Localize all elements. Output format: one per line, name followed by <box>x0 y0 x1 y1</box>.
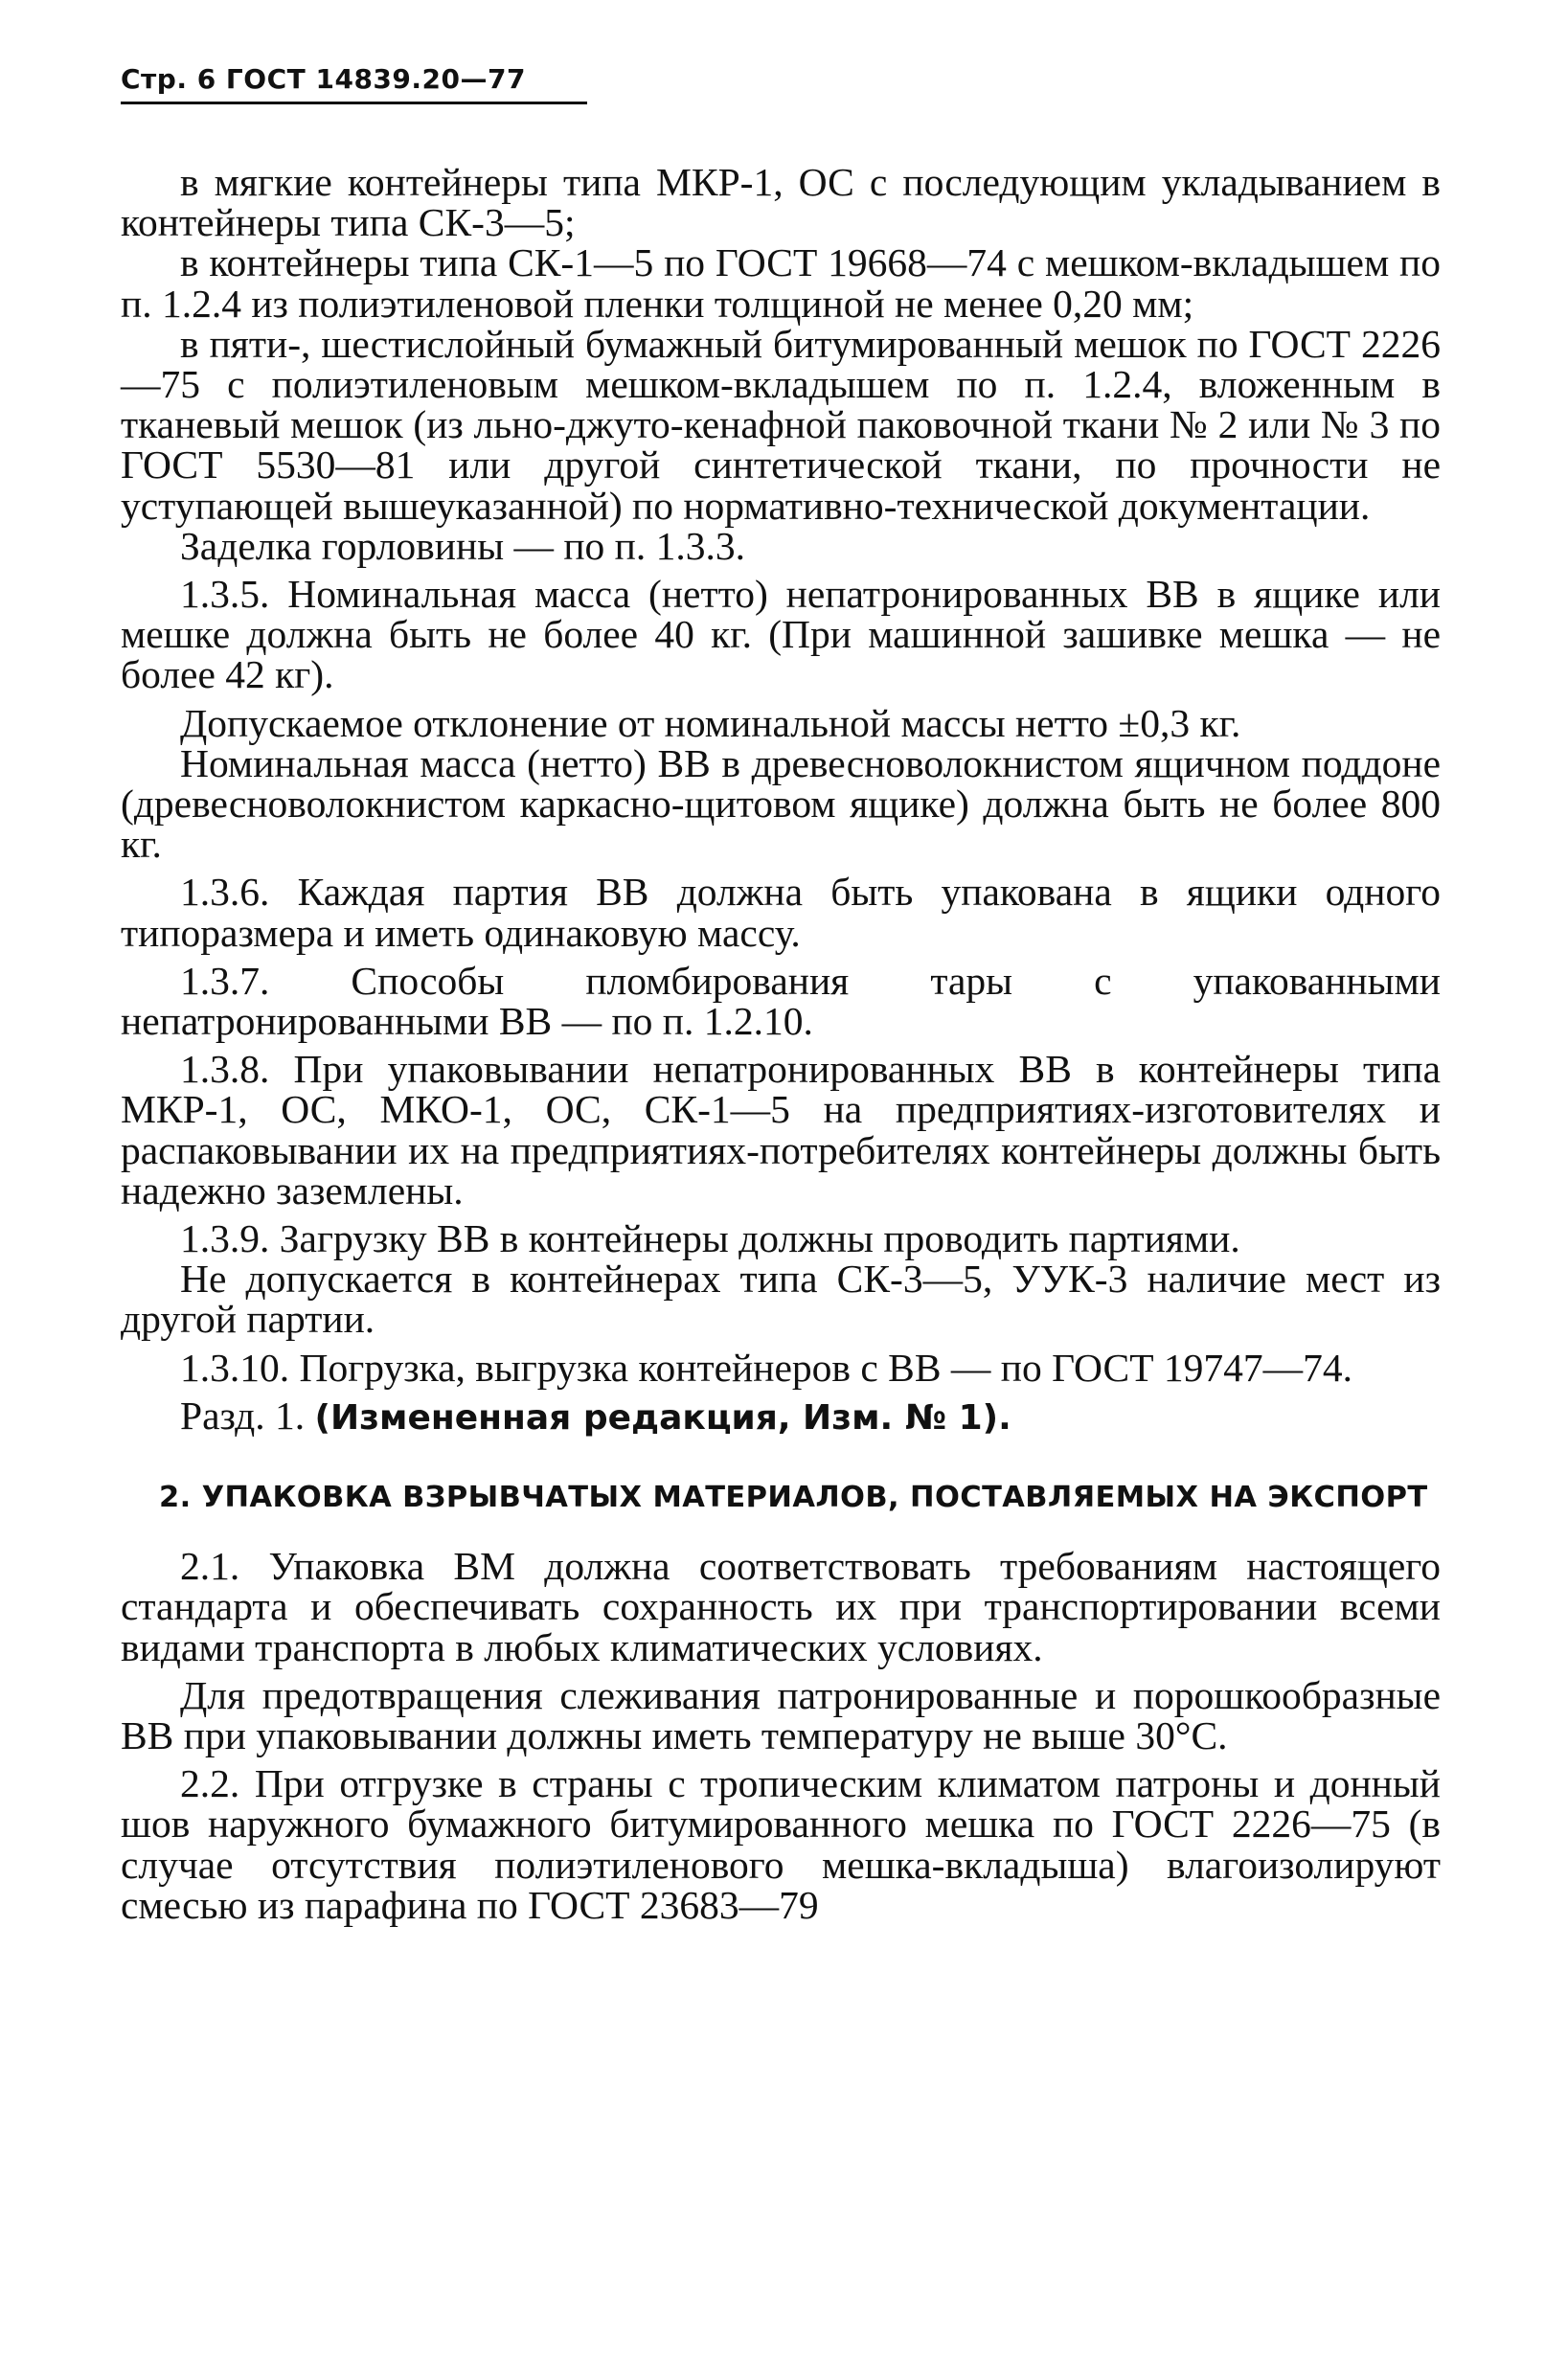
page-header: Стр. 6 ГОСТ 14839.20—77 <box>121 57 587 104</box>
paragraph-1-3-7: 1.3.7. Способы пломбирования тары с упакованными непатронированными ВВ — по п. 1.2.10. <box>121 958 1441 1044</box>
revision-note <box>121 1395 1441 1439</box>
document-body <box>121 162 1441 1925</box>
paragraph-2-2: 2.2. При отгрузке в страны с тропическим климатом патроны и донный шов наружного бумажного битумированного мешка по ГОСТ 2226—75 (в случае отсутствия полиэтиленового мешка-вкладыша) влагоизолируют смесью из парафина по ГОСТ 23683—79 <box>121 1761 1441 1927</box>
paragraph-1-3-10: 1.3.10. Погрузка, выгрузка контейнеров с ВВ — по ГОСТ 19747—74. <box>180 1345 1353 1390</box>
paragraph-1-3-9: 1.3.9. Загрузку ВВ в контейнеры должны проводить партиями. <box>180 1216 1240 1261</box>
paragraph-mkr-containers: в мягкие контейнеры типа МКР-1, ОС с последующим укладыванием в контейнеры типа СК-3—5; <box>121 160 1441 245</box>
revision-bold: (Измененная редакция, Изм. № 1). <box>314 1397 1011 1438</box>
paragraph-sk-containers: в контейнеры типа СК-1—5 по ГОСТ 19668—74 с мешком-вкладышем по п. 1.2.4 из полиэтиленовой пленки толщиной не менее 0,20 мм; <box>121 240 1441 326</box>
paragraph-1-3-6: 1.3.6. Каждая партия ВВ должна быть упакована в ящики одного типоразмера и иметь одинаковую массу. <box>121 870 1441 955</box>
paragraph-1-3-5: 1.3.5. Номинальная масса (нетто) непатронированных ВВ в ящике или мешке должна быть не более 40 кг. (При машинной зашивке мешка — не более 42 кг). <box>121 572 1441 697</box>
paragraph-tolerance: Допускаемое отклонение от номинальной массы нетто ±0,3 кг. <box>180 700 1241 745</box>
revision-prefix: Разд. 1. <box>180 1393 315 1438</box>
document-page <box>121 57 1441 1925</box>
paragraph-pallet-mass: Номинальная масса (нетто) ВВ в древесноволокнистом ящичном поддоне (древесноволокнистом каркасно-щитовом ящике) должна быть не более 800 кг. <box>121 740 1441 867</box>
paragraph-neck-sealing: Заделка горловины — по п. 1.3.3. <box>180 523 745 568</box>
paragraph-1-3-8: 1.3.8. При упаковывании непатронированных ВВ в контейнеры типа МКР-1, ОС, МКО-1, ОС, СК-1—5 на предприятиях-изготовителях и распаковывании их на предприятиях-потребителях контейнеры должны быть надежно заземлены. <box>121 1047 1441 1213</box>
paragraph-paper-bag: в пяти-, шестислойный бумажный битумированный мешок по ГОСТ 2226—75 с полиэтиленовым мешком-вкладышем по п. 1.2.4, вложенным в тканевый мешок (из льно-джуто-кенафной паковочной ткани № 2 или № 3 по ГОСТ 5530—81 или другой синтетической ткани, по прочности не уступающей вышеуказанной) по нормативно-технической документации. <box>121 321 1441 528</box>
paragraph-2-1: 2.1. Упаковка ВМ должна соответствовать требованиям настоящего стандарта и обеспечивать сохранность их при транспортировании всеми видами транспорта в любых климатических условиях. <box>121 1544 1441 1669</box>
paragraph-other-batch: Не допускается в контейнерах типа СК-3—5, УУК-3 наличие мест из другой партии. <box>121 1257 1441 1342</box>
paragraph-caking: Для предотвращения слеживания патронированные и порошкообразные ВВ при упаковывании должны иметь температуру не выше 30°С. <box>121 1672 1441 1757</box>
section-2-title: 2. УПАКОВКА ВЗРЫВЧАТЫХ МАТЕРИАЛОВ, ПОСТАВЛЯЕМЫХ НА ЭКСПОРТ <box>159 1481 1428 1515</box>
